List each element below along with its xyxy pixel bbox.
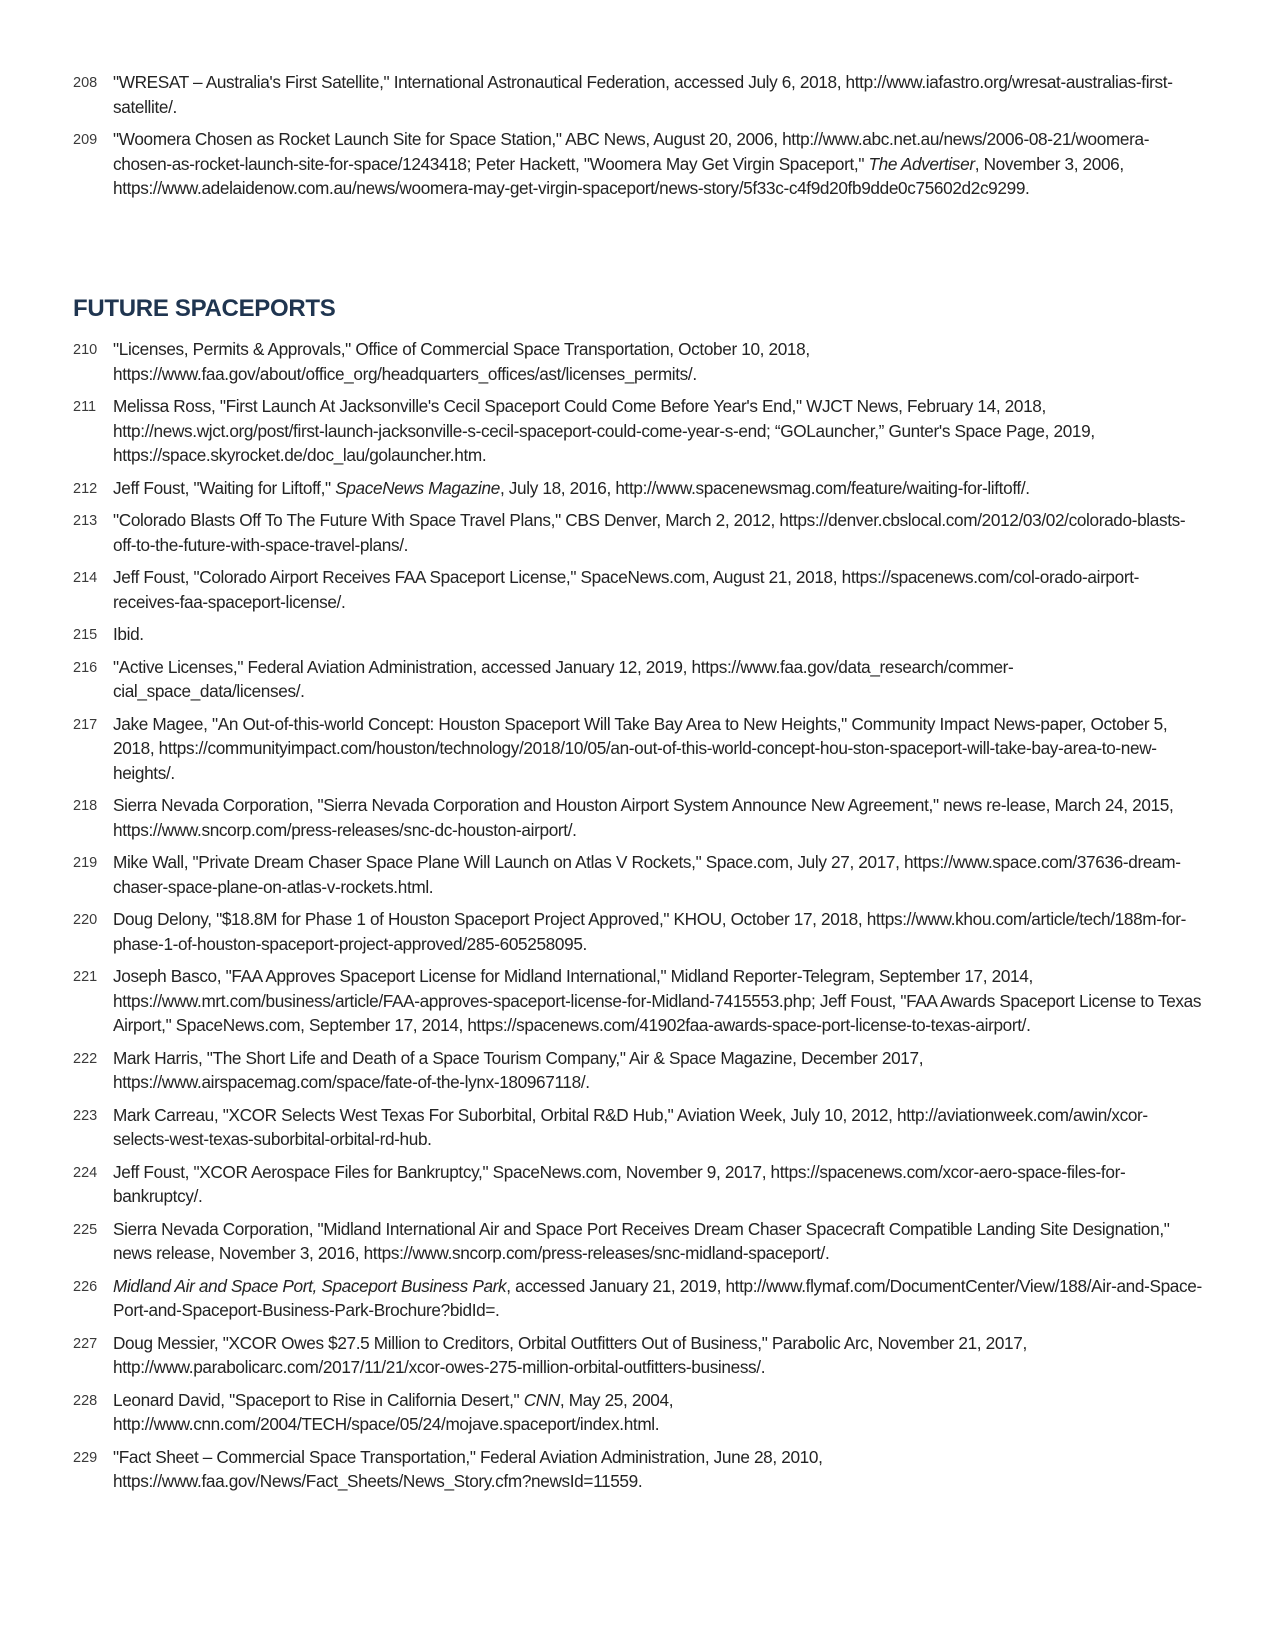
- endnote-number: 222: [73, 1050, 98, 1067]
- endnote-209: [73, 127, 1203, 201]
- endnote-text: [113, 476, 1203, 501]
- endnote-text: [113, 1217, 1203, 1266]
- endnote-222: [73, 1046, 1203, 1095]
- endnote-text: [113, 565, 1203, 614]
- endnote-text-segment: Mark Carreau, "XCOR Selects West Texas For Suborbital, Orbital R&D Hub," Aviation Week, July 10, 2012, http://aviationweek.com/awin/xcor-selects-west-texas-suborbital-orbital-rd-hub.: [113, 1104, 1148, 1149]
- endnote-italic-title: CNN: [523, 1389, 560, 1410]
- endnote-number: 223: [73, 1107, 98, 1124]
- endnote-226: [73, 1274, 1203, 1323]
- endnote-number: 212: [73, 480, 98, 497]
- endnote-number: 228: [73, 1392, 98, 1409]
- endnote-number: 215: [73, 627, 98, 643]
- endnote-223: [73, 1103, 1203, 1152]
- endnote-italic-title: The Advertiser: [868, 153, 975, 174]
- endnote-text-segment: "Licenses, Permits & Approvals," Office of Commercial Space Transportation, October 10, 2018, https://www.faa.gov/about/office_org/headquarters_offices/ast/licenses_permits/.: [113, 339, 810, 384]
- endnote-text: [113, 964, 1203, 1038]
- endnote-text: [113, 1160, 1203, 1209]
- section-heading: FUTURE SPACEPORTS: [73, 295, 336, 322]
- endnote-text-segment: Melissa Ross, "First Launch At Jacksonville's Cecil Spaceport Could Come Before Year's End," WJCT News, February 14, 2018, http://news.wjct.org/post/first-launch-jacksonville-s-cecil-spaceport-could-come-year-s-end; “GOLauncher,” Gunter's Space Page, 2019, https://space.skyrocket.de/doc_lau/golauncher.htm.: [113, 396, 1095, 465]
- endnote-text-segment: Jeff Foust, "Colorado Airport Receives FAA Spaceport License," SpaceNews.com, August 21, 2018, https://spacenews.com/col-orado-airport-receives-faa-spaceport-license/.: [113, 567, 1140, 612]
- endnote-number: 210: [73, 342, 98, 358]
- endnote-number: 211: [73, 399, 97, 415]
- endnote-text-segment: Doug Delony, "$18.8M for Phase 1 of Houston Spaceport Project Approved," KHOU, October 17, 2018, https://www.khou.com/article/tech/188m-for-phase-1-of-houston-spaceport-project-approved/285-605258095.: [113, 909, 1186, 954]
- endnote-221: [73, 964, 1203, 1038]
- endnote-number: 226: [73, 1278, 98, 1295]
- endnotes-list-future-spaceports: [73, 337, 1203, 1502]
- endnote-227: [73, 1331, 1203, 1380]
- endnote-216: [73, 655, 1203, 704]
- endnote-text: [113, 1103, 1203, 1152]
- endnote-number: 218: [73, 798, 98, 814]
- endnote-text: [113, 1046, 1203, 1095]
- endnote-text-segment: "WRESAT – Australia's First Satellite," International Astronautical Federation, accessed July 6, 2018, http://www.iafastro.org/wresat-australias-first-satellite/.: [113, 72, 1173, 117]
- endnote-text-segment: Jeff Foust, "XCOR Aerospace Files for Bankruptcy," SpaceNews.com, November 9, 2017, https://spacenews.com/xcor-aero-space-files-for-bankruptcy/.: [113, 1161, 1126, 1206]
- endnote-number: 216: [73, 659, 98, 676]
- endnote-text: [113, 712, 1203, 786]
- endnotes-list-top: [73, 70, 1203, 209]
- endnote-212: [73, 476, 1203, 501]
- endnote-text-segment: , July 18, 2016, http://www.spacenewsmag.com/feature/waiting-for-liftoff/.: [499, 477, 1030, 498]
- endnote-217: [73, 712, 1203, 786]
- endnote-text-segment: Mark Harris, "The Short Life and Death of a Space Tourism Company," Air & Space Magazine, December 2017, https://www.airspacemag.com/space/fate-of-the-lynx-180967118/.: [113, 1047, 924, 1092]
- endnote-text: [113, 850, 1203, 899]
- endnote-text-segment: Sierra Nevada Corporation, "Sierra Nevada Corporation and Houston Airport System Announce New Agreement," news re-lease, March 24, 2015, https://www.sncorp.com/press-releases/snc-dc-houston-airport/.: [113, 795, 1174, 840]
- endnote-number: 209: [73, 132, 98, 148]
- endnote-214: [73, 565, 1203, 614]
- endnote-text-segment: "Colorado Blasts Off To The Future With Space Travel Plans," CBS Denver, March 2, 2012, https://denver.cbslocal.com/2012/03/02/colorado-blasts-off-to-the-future-with-space-travel-plans/.: [113, 510, 1186, 555]
- endnote-text-segment: Joseph Basco, "FAA Approves Spaceport License for Midland International," Midland Reporter-Telegram, September 17, 2014, https://www.mrt.com/business/article/FAA-approves-spaceport-license-for-Midland-7415553.php; Jeff Foust, "FAA Awards Spaceport License to Texas Airport," SpaceNews.com, September 17, 2014, https://spacenews.com/41902faa-awards-space-port-license-to-texas-airport/.: [113, 966, 1202, 1035]
- endnote-text: [113, 127, 1203, 201]
- endnote-text-segment: "Active Licenses," Federal Aviation Administration, accessed January 12, 2019, https://www.faa.gov/data_research/commer-cial_space_data/licenses/.: [113, 656, 1014, 701]
- endnote-213: [73, 508, 1203, 557]
- endnote-211: [73, 394, 1203, 468]
- endnote-italic-title: Midland Air and Space Port, Spaceport Business Park: [113, 1275, 507, 1296]
- endnote-text-segment: "Woomera Chosen as Rocket Launch Site for Space Station," ABC News, August 20, 2006, http://www.abc.net.au/news/2006-08-21/woomera-chosen-as-rocket-launch-site-for-space/1243418; Peter Hackett, "Woomera May Get Virgin Spaceport,": [113, 129, 1150, 174]
- endnote-225: [73, 1217, 1203, 1266]
- endnote-text-segment: Mike Wall, "Private Dream Chaser Space Plane Will Launch on Atlas V Rockets," Space.com, July 27, 2017, https://www.space.com/37636-dream-chaser-space-plane-on-atlas-v-rockets.html.: [113, 852, 1181, 897]
- endnote-number: 221: [73, 969, 98, 985]
- endnote-number: 227: [73, 1335, 98, 1352]
- endnote-224: [73, 1160, 1203, 1209]
- endnote-number: 229: [73, 1449, 98, 1466]
- endnote-text: [113, 508, 1203, 557]
- endnote-text-segment: , accessed January 21, 2019, http://www.flymaf.com/DocumentCenter/View/188/Air-and-Space-Port-and-Spaceport-Business-Park-Brochure?bidId=.: [113, 1275, 1202, 1320]
- endnote-text-segment: , November 3, 2006, https://www.adelaidenow.com.au/news/woomera-may-get-virgin-spaceport/news-story/5f33c-c4f9d20fb9dde0c75602d2c9299.: [113, 153, 1124, 198]
- endnote-text: [113, 793, 1203, 842]
- endnote-number: 219: [73, 855, 98, 871]
- endnote-218: [73, 793, 1203, 842]
- endnote-number: 213: [73, 513, 98, 529]
- endnote-number: 217: [73, 716, 98, 733]
- endnote-text-segment: Doug Messier, "XCOR Owes $27.5 Million to Creditors, Orbital Outfitters Out of Business," Parabolic Arc, November 21, 2017, http://www.parabolicarc.com/2017/11/21/xcor-owes-275-million-orbital-outfitters-business/.: [113, 1332, 1027, 1377]
- endnote-215: [73, 622, 1203, 647]
- endnote-text-segment: Jeff Foust, "Waiting for Liftoff,": [113, 477, 336, 498]
- endnote-text-segment: , May 25, 2004, http://www.cnn.com/2004/TECH/space/05/24/mojave.spaceport/index.html.: [113, 1389, 674, 1434]
- endnote-text: [113, 70, 1203, 119]
- endnote-text: [113, 655, 1203, 704]
- endnote-number: 225: [73, 1221, 98, 1238]
- endnote-text: [113, 394, 1203, 468]
- endnote-210: [73, 337, 1203, 386]
- endnote-text: [113, 907, 1203, 956]
- endnote-number: 224: [73, 1164, 98, 1181]
- endnote-italic-title: SpaceNews Magazine: [335, 477, 500, 498]
- endnote-228: [73, 1388, 1203, 1437]
- endnote-text-segment: "Fact Sheet – Commercial Space Transportation," Federal Aviation Administration, June 28, 2010, https://www.faa.gov/News/Fact_Sheets/News_Story.cfm?newsId=11559.: [113, 1446, 823, 1491]
- endnote-number: 220: [73, 912, 98, 928]
- endnote-number: 208: [73, 75, 98, 91]
- endnote-text: [113, 1274, 1203, 1323]
- endnote-text-segment: Leonard David, "Spaceport to Rise in California Desert,": [113, 1389, 524, 1410]
- endnote-text: [113, 1445, 1203, 1494]
- endnote-219: [73, 850, 1203, 899]
- endnote-text: [113, 337, 1203, 386]
- endnote-208: [73, 70, 1203, 119]
- endnote-text-segment: Jake Magee, "An Out-of-this-world Concept: Houston Spaceport Will Take Bay Area to New Heights," Community Impact News-paper, October 5, 2018, https://communityimpact.com/houston/technology/2018/10/05/an-out-of-this-world-concept-hou-ston-spaceport-will-take-bay-area-to-new-heights/.: [113, 713, 1168, 783]
- endnote-number: 214: [73, 570, 98, 586]
- endnote-text: [113, 1388, 1203, 1437]
- endnote-220: [73, 907, 1203, 956]
- endnote-text-segment: Sierra Nevada Corporation, "Midland International Air and Space Port Receives Dream Chaser Spacecraft Compatible Landing Site Designation," news release, November 3, 2016, https://www.sncorp.com/press-releases/snc-midland-spaceport/.: [113, 1218, 1170, 1263]
- endnote-text: [113, 1331, 1203, 1380]
- endnote-text-segment: Ibid.: [113, 624, 144, 644]
- endnote-229: [73, 1445, 1203, 1494]
- endnote-text: [113, 622, 1203, 647]
